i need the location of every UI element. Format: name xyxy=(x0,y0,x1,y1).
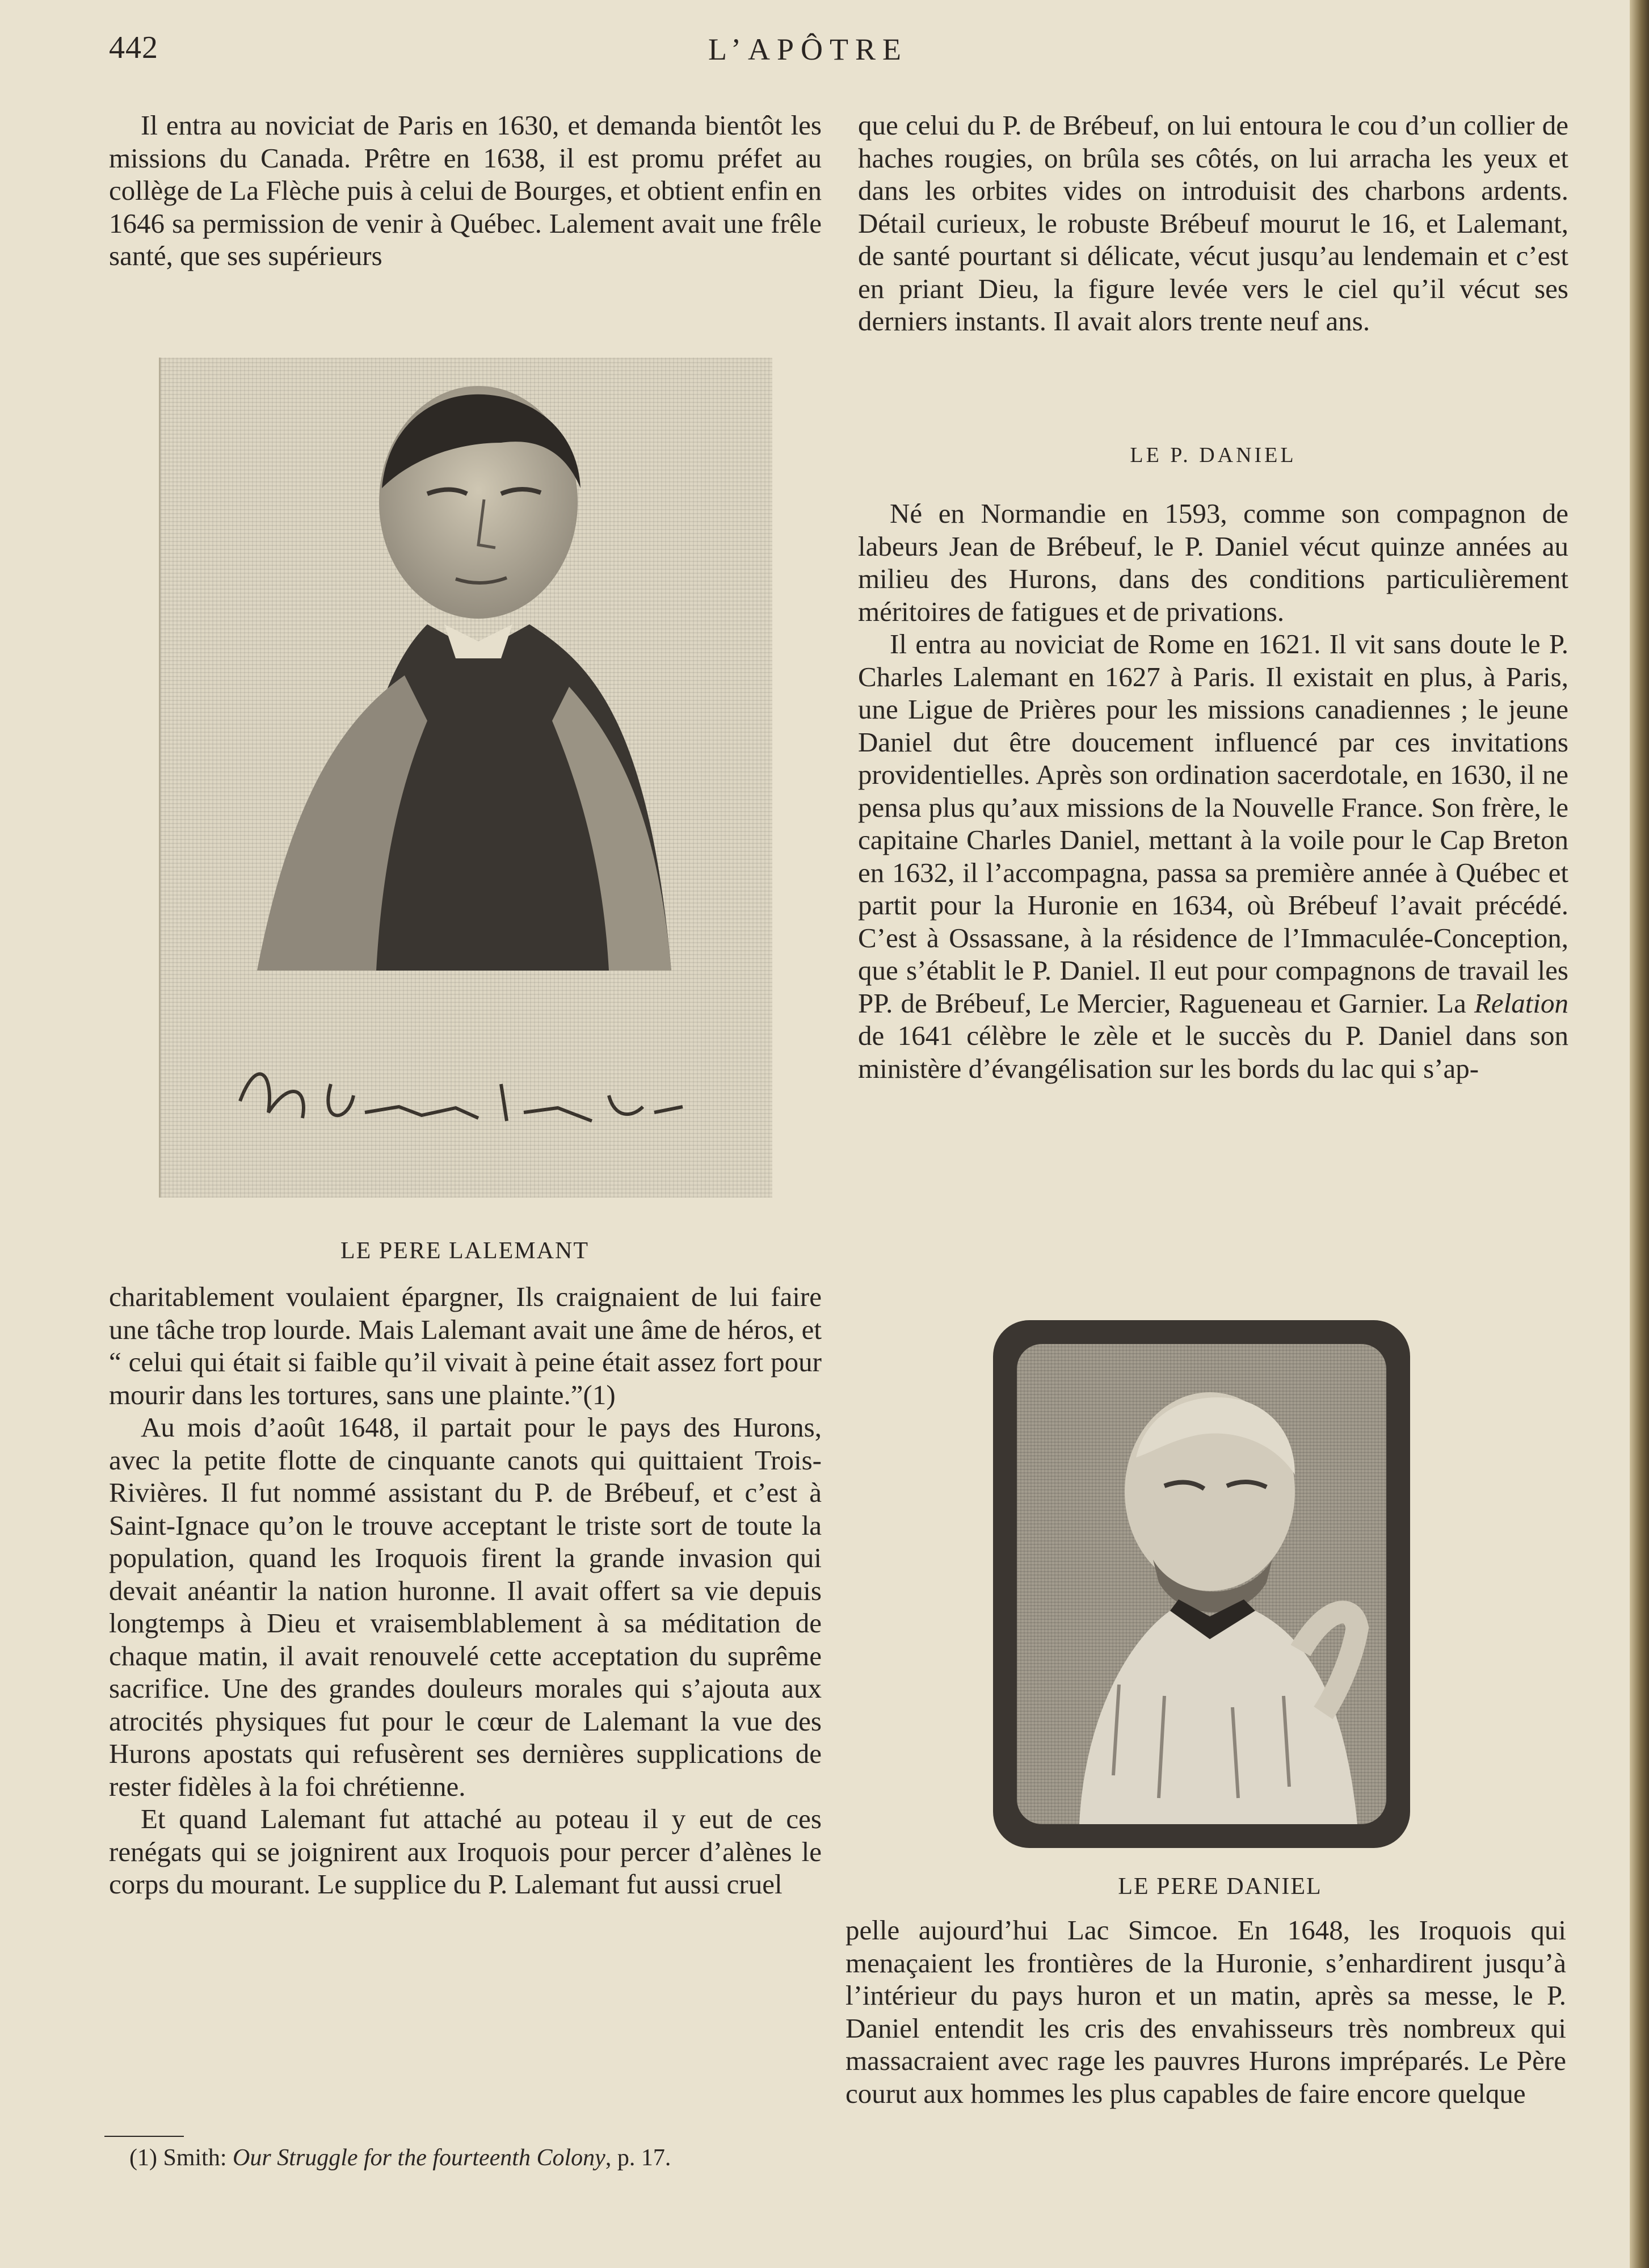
paragraph-part: Il entra au noviciat de Rome en 1621. Il vit sans doute le P. Charles Lalemant en 1627 à Paris. Il existait en plus, à Paris, une Ligue de Prières pour les missions canadiennes ; le jeune Daniel dut être doucement influencé par ces invitations providentielles. Après son ordination sacerdotale, en 1630, il ne pensa plus qu’aux missions de la Nouvelle France. Son frère, le capitaine Charles Daniel, mettant à la voile pour le Cap Breton en 1632, il l’accompagna, passa sa première année à Québec et partit pour la Huronie en 1634, où Brébeuf l’avait précédé. C’est à Ossassane, à la résidence de l’Immaculée-Conception, que s’établit le P. Daniel. Il eut pour compagnons de travail les PP. de Brébeuf, Le Mercier, Ragueneau et Garnier. La xyxy=(858,628,1568,1019)
paragraph: que celui du P. de Brébeuf, on lui entoura le cou d’un collier de haches rougies, on brûla ses côtés, on lui arracha les yeux et dans les orbites vides on introduisit des charbons ardents. Détail curieux, le robuste Brébeuf mourut le 16, et Lalemant, de santé pourtant si délicate, vécut jusqu’au lendemain et c’est en priant Dieu, la figure levée vers le ciel qu’il vécut ses derniers instants. Il avait alors trente neuf ans. xyxy=(858,110,1568,337)
italic-term: Relation xyxy=(1474,987,1568,1019)
paragraph: Et quand Lalemant fut attaché au poteau il y eut de ces renégats qui se joignirent aux Iroquois pour percer d’alènes le corps du mourant. Le supplice du P. Lalemant fut aussi cruel xyxy=(109,1803,822,1900)
paragraph xyxy=(858,628,1568,1085)
right-column-bottom xyxy=(845,1914,1566,2110)
right-column-middle xyxy=(858,497,1568,1085)
footnote-suffix: , p. 17. xyxy=(605,2145,671,2171)
footnote-title: Our Struggle for the fourteenth Colony xyxy=(233,2145,605,2171)
paragraph: charitablement voulaient épargner, Ils craignaient de lui faire une tâche trop lourde. Mais Lalemant avait une âme de héros, et “ celui qui était si faible qu’il vivait à peine était assez fort pour mourir dans les tortures, sans une plainte.”(1) xyxy=(109,1281,822,1410)
running-title: L’APÔTRE xyxy=(708,32,908,66)
left-column-bottom xyxy=(109,1280,822,1901)
page-number: 442 xyxy=(109,30,158,65)
paragraph: Né en Normandie en 1593, comme son compagnon de labeurs Jean de Brébeuf, le P. Daniel vécut quinze années au milieu des Hurons, dans des conditions particulièrement méritoires de fatigues et de privations. xyxy=(858,498,1568,627)
footnote-prefix: (1) Smith: xyxy=(129,2145,233,2171)
portrait-lalemant xyxy=(159,358,772,1198)
footnote-rule xyxy=(104,2136,184,2137)
caption-daniel: LE PERE DANIEL xyxy=(1118,1874,1322,1900)
footnote xyxy=(129,2144,822,2172)
caption-lalemant: LE PERE LALEMANT xyxy=(340,1238,589,1264)
paragraph: pelle aujourd’hui Lac Simcoe. En 1648, les Iroquois qui menaçaient les frontières de la Huronie, s’enhardirent jusqu’à l’intérieur du pays huron et un matin, après sa messe, le P. Daniel entendit les cris des envahisseurs très nombreux qui massacraient avec rage les pauvres Hurons impréparés. Le Père courut aux hommes les plus capables de faire encore quelque xyxy=(845,1914,1566,2109)
right-column-top xyxy=(858,109,1568,338)
portrait-lalemant-drawing xyxy=(161,358,772,1198)
portrait-daniel xyxy=(993,1320,1410,1848)
paragraph: Au mois d’août 1648, il partait pour le pays des Hurons, avec la petite flotte de cinquante canots qui quittaient Trois-Rivières. Il fut nommé assistant du P. de Brébeuf, et c’est à Saint-Ignace qu’on le trouve acceptant le triste sort de toute la population, quand les Iroquois firent la grande invasion qui devait anéantir la nation huronne. Il avait offert sa vie depuis longtemps à Dieu et vraisemblablement à sa méditation de chaque matin, il avait renouvelé cette acceptation du suprême sacrifice. Une des grandes douleurs morales qui s’ajouta aux atrocités physiques fut pour le cœur de Lalemant la vue des Hurons apostats qui refusèrent ses dernières supplications de rester fidèles à la foi chrétienne. xyxy=(109,1412,822,1802)
page-binding-edge xyxy=(1630,0,1649,2268)
section-heading-daniel: LE P. DANIEL xyxy=(1130,443,1297,467)
portrait-daniel-drawing xyxy=(1017,1344,1386,1824)
portrait-daniel-photo xyxy=(1017,1344,1386,1824)
left-column-top xyxy=(109,109,822,272)
paragraph-part: de 1641 célèbre le zèle et le succès du P. Daniel dans son ministère d’évangélisation sur les bords du lac qui s’ap- xyxy=(858,1020,1568,1084)
paragraph: Il entra au noviciat de Paris en 1630, et demanda bientôt les missions du Canada. Prêtre en 1638, il est promu préfet au collège de La Flèche puis à celui de Bourges, et obtient enfin en 1646 sa permission de venir à Québec. Lalement avait une frêle santé, que ses supérieurs xyxy=(109,110,822,271)
